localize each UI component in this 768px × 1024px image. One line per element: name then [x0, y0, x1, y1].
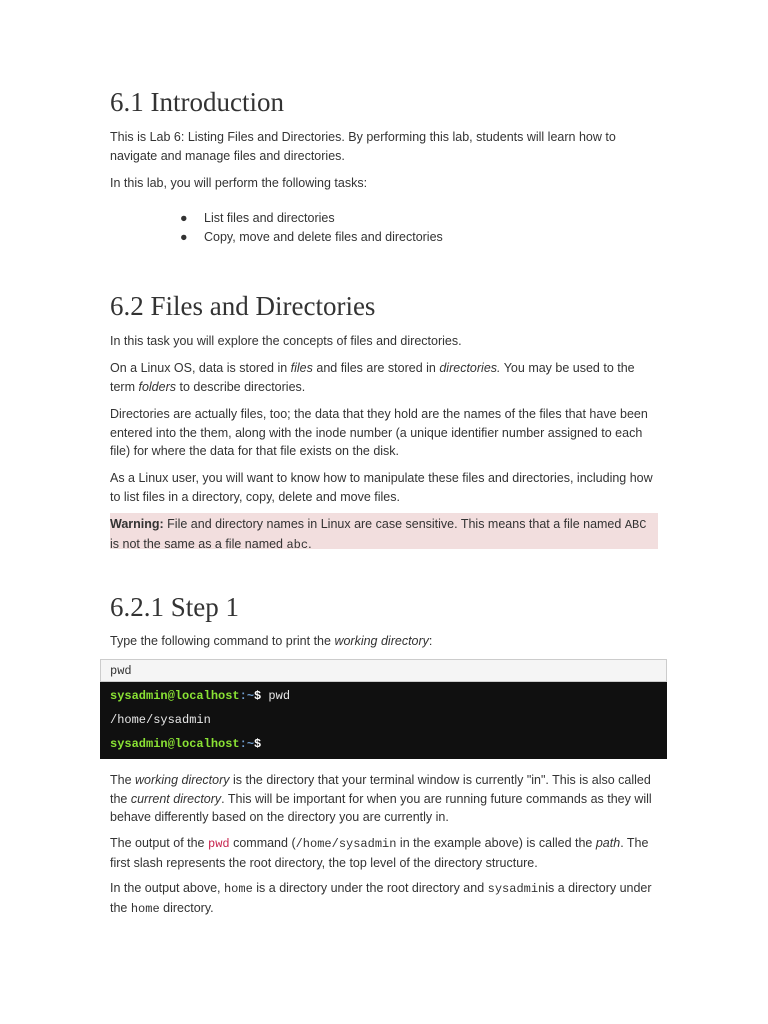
task-label: List files and directories: [204, 211, 335, 225]
files-paragraph-1: In this task you will explore the concepts of files and directories.: [110, 334, 462, 348]
task-label: Copy, move and delete files and directories: [204, 229, 443, 244]
section-heading-introduction: 6.1 Introduction: [110, 87, 284, 117]
terminal-command: pwd: [261, 689, 291, 703]
files-paragraph-2: On a Linux OS, data is stored in files and files are stored in directories. You may be used to the term folders to describe directories.: [110, 361, 635, 394]
step1-intro: Type the following command to print the working directory:: [110, 634, 433, 648]
terminal-output: [100, 682, 667, 759]
files-paragraph-3: Directories are actually files, too; the data that they hold are the names of the files that have been entered into the them, along with the inode number (a unique identifier number assigned to each file) for where the data for that file exists on the disk.: [110, 407, 648, 458]
section-heading-step-1: 6.2.1 Step 1: [110, 592, 240, 622]
warning-text: Warning: File and directory names in Linux are case sensitive. This means that a file named ABC is not the same as a file named abc.: [110, 517, 647, 552]
terminal-line-2: /home/sysadmin: [110, 713, 211, 727]
prompt-path: :~: [239, 737, 255, 751]
warning-label: Warning:: [110, 517, 164, 531]
list-item: [180, 209, 443, 228]
terminal-line-1: [110, 689, 290, 703]
intro-paragraph-1: This is Lab 6: Listing Files and Directories. By performing this lab, students will learn how to navigate and manage files and directories.: [110, 130, 616, 163]
step1-paragraph-3: In the output above, home is a directory under the root directory and sysadminis a directory under the home directory.: [110, 881, 652, 916]
task-list: [180, 209, 443, 246]
terminal-line-3: [110, 737, 261, 751]
files-paragraph-4: As a Linux user, you will want to know how to manipulate these files and directories, including how to list files in a directory, copy, delete and move files.: [110, 471, 653, 504]
step1-paragraph-1: The working directory is the directory that your terminal window is currently "in". This is also called the current directory. This will be important for when you are running future commands as they will behave differently based on the directory you are currently in.: [110, 773, 652, 824]
prompt-dollar: $: [254, 737, 262, 751]
prompt-dollar: $: [254, 689, 262, 703]
command-text[interactable]: pwd: [110, 664, 132, 678]
prompt-user: sysadmin@localhost: [110, 737, 240, 751]
section-heading-files-directories: 6.2 Files and Directories: [110, 291, 376, 321]
bullet-icon: ●: [180, 229, 188, 244]
prompt-user: sysadmin@localhost: [110, 689, 240, 703]
prompt-path: :~: [239, 689, 255, 703]
bullet-icon: ●: [180, 211, 188, 225]
intro-paragraph-2: In this lab, you will perform the following tasks:: [110, 176, 368, 190]
warning-callout: [110, 513, 658, 552]
list-item: [180, 228, 443, 247]
command-box[interactable]: [100, 659, 667, 682]
step1-paragraph-2: The output of the pwd command (/home/sysadmin in the example above) is called the path. The first slash represents the root directory, the top level of the directory structure.: [110, 836, 649, 870]
